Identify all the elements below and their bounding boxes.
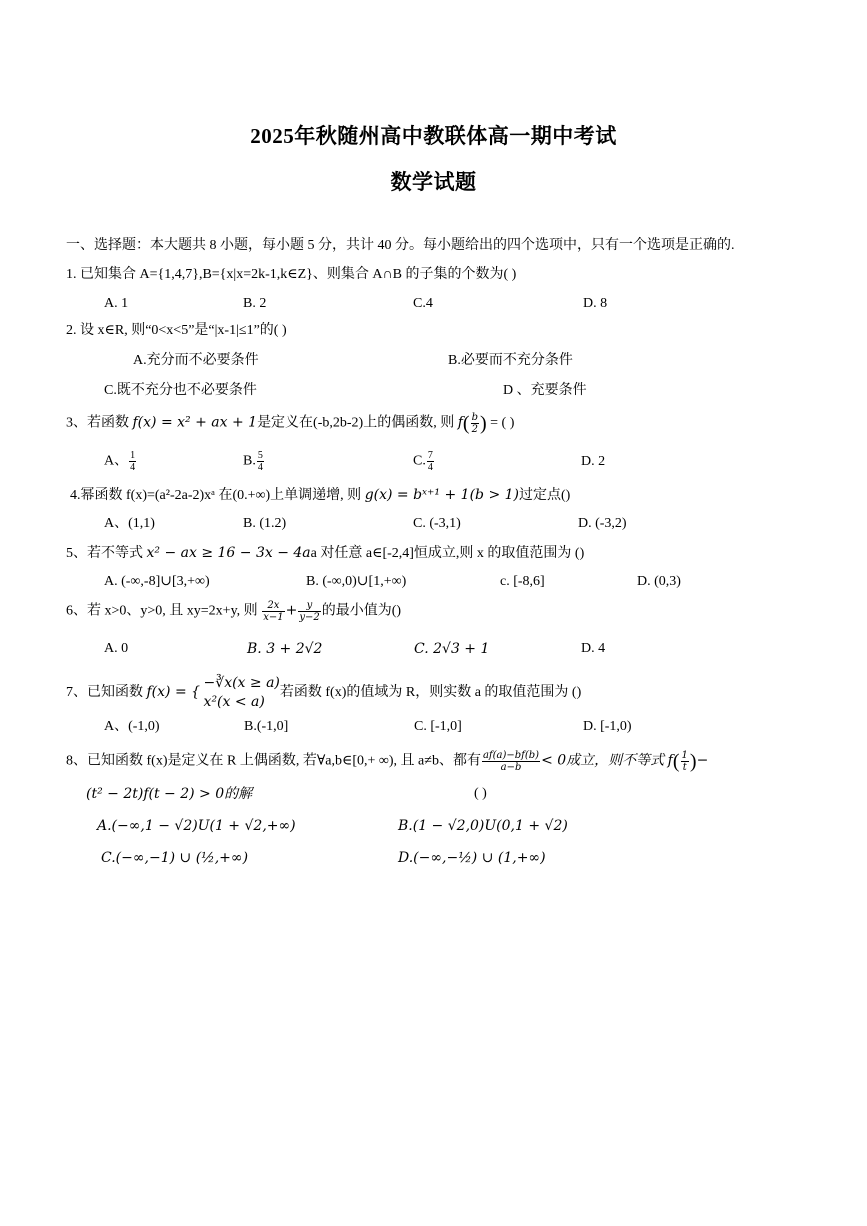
exam-subtitle: 数学试题 — [390, 170, 477, 194]
q7-option-d: D. [-1,0) — [583, 719, 632, 734]
section-heading: 一、选择题：本大题共 8 小题，每小题 5 分，共计 40 分。每小题给出的四个选项中，只有一个选项是正确的. — [66, 238, 735, 253]
q3-option-d: D. 2 — [581, 454, 606, 469]
q1-option-b: B. 2 — [243, 296, 267, 311]
question-2: 2. 设 x∈R, 则“0<x<5”是“|x-1|≤1”的( ) — [66, 323, 287, 338]
q4-suffix: 过定点() — [519, 488, 571, 503]
q3-function: f(x) = x² + ax + 1 — [132, 414, 258, 431]
question-7: 7、已知函数 f(x) = { −∛x(x ≥ a) x²(x < a) 若函数 f(x)的值域为 R，则实数 a 的取值范围为 () — [66, 674, 582, 710]
q8-option-b: B.(1 − √2,0)U(0,1 + √2) — [398, 818, 568, 834]
q3-suffix: = ( ) — [490, 415, 515, 431]
q8-answer-paren: ( ) — [474, 786, 487, 801]
q6-prefix: 6、若 x>0、y>0, 且 xy=2x+y, 则 — [66, 603, 258, 619]
q7-option-c: C. [-1,0] — [414, 719, 462, 734]
q7-piecewise: −∛x(x ≥ a) x²(x < a) — [203, 674, 280, 710]
question-5 — [66, 543, 584, 564]
q6-option-a: A. 0 — [104, 641, 129, 656]
q6-option-b: B. 3 + 2√2 — [247, 641, 323, 657]
q4-prefix: 4.幂函数 f(x)=(a²-2a-2)xᵃ 在(0.+∞)上单调递增, 则 — [70, 488, 362, 503]
q8-option-d: D.(−∞,−½) ∪ (1,+∞) — [398, 850, 546, 866]
q2-option-d: D 、充要条件 — [503, 383, 587, 398]
q8-option-c: C.(−∞,−1) ∪ (½,+∞) — [101, 850, 249, 866]
q7-option-b: B.(-1,0] — [244, 719, 289, 734]
q3-mid: 是定义在(-b,2b-2)上的偶函数, 则 — [257, 415, 455, 431]
exam-title: 2025年秋随州高中教联体高一期中考试 — [250, 124, 617, 148]
q5-suffix: a 对任意 a∈[-2,4]恒成立,则 x 的取值范围为 () — [310, 546, 585, 561]
q2-option-c: C.既不充分也不必要条件 — [104, 383, 257, 398]
q5-option-a: A. (-∞,-8]∪[3,+∞) — [104, 574, 210, 589]
q8-option-a: A.(−∞,1 − √2)U(1 + √2,+∞) — [97, 818, 296, 834]
q5-option-b: B. (-∞,0)∪[1,+∞) — [306, 574, 407, 589]
q3-option-c: C. $\frac{7}{4}$ — [413, 450, 433, 473]
q3-option-a: A、 $\frac{1}{4}$ — [104, 450, 136, 473]
q5-option-c: c. [-8,6] — [500, 574, 545, 589]
question-4 — [70, 485, 570, 506]
q5-prefix: 5、若不等式 — [66, 546, 143, 561]
q1-option-c: C.4 — [413, 296, 433, 311]
q5-option-d: D. (0,3) — [637, 574, 681, 589]
q5-inequality: x² − ax ≥ 16 − 3x − 4a — [146, 545, 311, 561]
q6-suffix: 的最小值为() — [321, 603, 402, 619]
q6-option-d: D. 4 — [581, 641, 606, 656]
q4-option-c: C. (-3,1) — [413, 516, 461, 531]
q3-option-b: B. $\frac{5}{4}$ — [243, 450, 263, 473]
q1-option-d: D. 8 — [583, 296, 608, 311]
q4-option-d: D. (-3,2) — [578, 516, 627, 531]
q7-option-a: A、(-1,0) — [104, 719, 160, 734]
question-1: 1. 已知集合 A={1,4,7},B={x|x=2k-1,k∈Z}、则集合 A∩B 的子集的个数为( ) — [66, 267, 517, 282]
q3-prefix: 3、若函数 — [66, 415, 129, 431]
question-8-line-1: 8、已知函数 f(x)是定义在 R 上偶函数, 若∀a,b∈[0,+ ∞), 且 a≠b、都有 $\frac{af(a)-bf(b)}{a-b}$ < 0成立，则不等式 f( $\frac{1}{t}$ )− — [66, 750, 709, 773]
q6-option-c: C. 2√3 + 1 — [414, 641, 490, 657]
q4-function: g(x) = bˣ⁺¹ + 1(b > 1) — [364, 487, 519, 503]
q7-prefix: 7、已知函数 — [66, 685, 143, 700]
q7-suffix: 若函数 f(x)的值域为 R，则实数 a 的取值范围为 () — [279, 685, 582, 700]
q2-option-a: A.充分而不必要条件 — [133, 353, 259, 368]
q2-option-b: B.必要而不充分条件 — [448, 353, 573, 368]
q4-option-b: B. (1.2) — [243, 516, 287, 531]
q1-option-a: A. 1 — [104, 296, 129, 311]
q4-option-a: A、(1,1) — [104, 516, 155, 531]
question-3: 3、若函数 f(x) = x² + ax + 1是定义在(-b,2b-2)上的偶函数, 则 f( $\frac{b}{2}$ ) = ( ) — [66, 412, 515, 435]
question-6: 6、若 x>0、y>0, 且 xy=2x+y, 则 $\frac{2x}{x-1}$ + $\frac{y}{y-2}$ 的最小值为() — [66, 600, 402, 623]
question-8-line-2: (t² − 2t)f(t − 2) > 0的解 — [86, 786, 253, 802]
